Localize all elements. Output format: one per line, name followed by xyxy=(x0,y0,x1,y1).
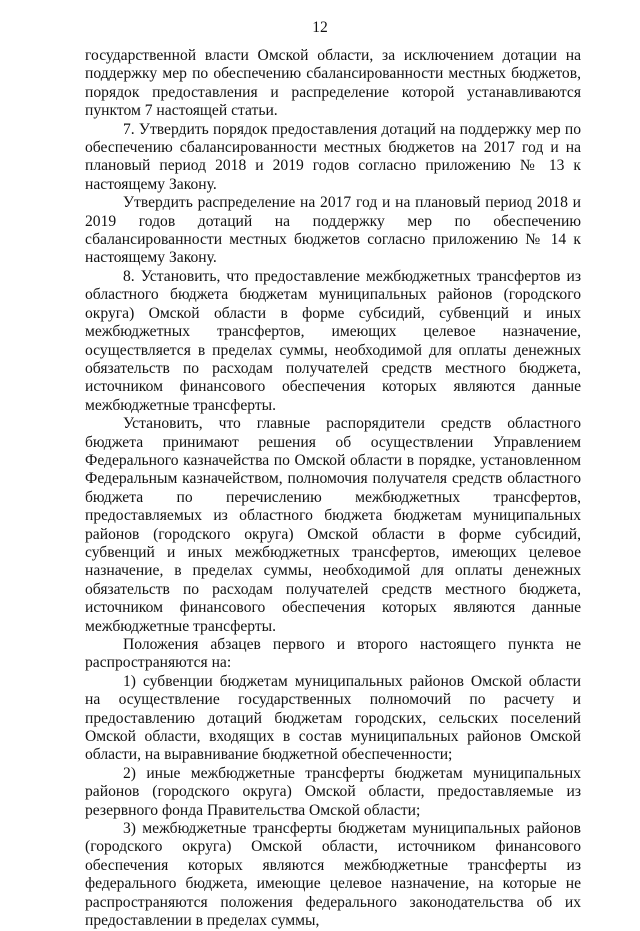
paragraph-item-7: 7. Утвердить порядок предоставления дотаций на поддержку мер по обеспечению сбалансированности местных бюджетов на 2017 год и на плановый период 2018 и 2019 годов согласно приложению № 13 к настоящему Закону. xyxy=(85,120,581,193)
document-body xyxy=(85,47,581,931)
paragraph-treasury: Установить, что главные распорядители средств областного бюджета принимают решения об осуществлении Управлением Федерального казначейства по Омской области в порядке, установленном Федеральным казначейством, полномочия получателя средств областного бюджета по перечислению межбюджетных трансфертов, предоставляемых из областного бюджета бюджетам муниципальных районов (городского округа) Омской области в форме субсидий, субвенций и иных межбюджетных трансфертов, имеющих целевое назначение, в пределах суммы, необходимой для оплаты денежных обязательств по расходам получателей средств местного бюджета, источником финансового обеспечения которых являются данные межбюджетные трансферты. xyxy=(85,415,581,635)
list-item-2: 2) иные межбюджетные трансферты бюджетам муниципальных районов (городского округа) Омской области, предоставляемые из резервного фонда Правительства Омской области; xyxy=(85,764,581,819)
paragraph-exceptions-intro: Положения абзацев первого и второго настоящего пункта не распространяются на: xyxy=(85,636,581,672)
list-item-3: 3) межбюджетные трансферты бюджетам муниципальных районов (городского округа) Омской области, источником финансового обеспечения которых являются межбюджетные трансферты из федерального бюджета, имеющие целевое назначение, на которые не распространяются положения федерального законодательства об их предоставлении в пределах суммы, xyxy=(85,820,581,930)
page-number: 12 xyxy=(312,19,328,36)
paragraph-distribution: Утвердить распределение на 2017 год и на плановый период 2018 и 2019 годов дотаций на поддержку мер по обеспечению сбалансированности местных бюджетов согласно приложению № 14 к настоящему Закону. xyxy=(85,194,581,267)
paragraph-continuation: государственной власти Омской области, за исключением дотации на поддержку мер по обеспечению сбалансированности местных бюджетов, порядок предоставления и распределение которой устанавливаются пунктом 7 настоящей статьи. xyxy=(85,47,581,120)
paragraph-item-8: 8. Установить, что предоставление межбюджетных трансфертов из областного бюджета бюджетам муниципальных районов (городского округа) Омской области в форме субсидий, субвенций и иных межбюджетных трансфертов, имеющих целевое назначение, осуществляется в пределах суммы, необходимой для оплаты денежных обязательств по расходам получателей средств местного бюджета, источником финансового обеспечения которых являются данные межбюджетные трансферты. xyxy=(85,267,581,414)
list-item-1: 1) субвенции бюджетам муниципальных районов Омской области на осуществление государственных полномочий по расчету и предоставлению дотаций бюджетам городских, сельских поселений Омской области, входящих в состав муниципальных районов Омской области, на выравнивание бюджетной обеспеченности; xyxy=(85,672,581,764)
